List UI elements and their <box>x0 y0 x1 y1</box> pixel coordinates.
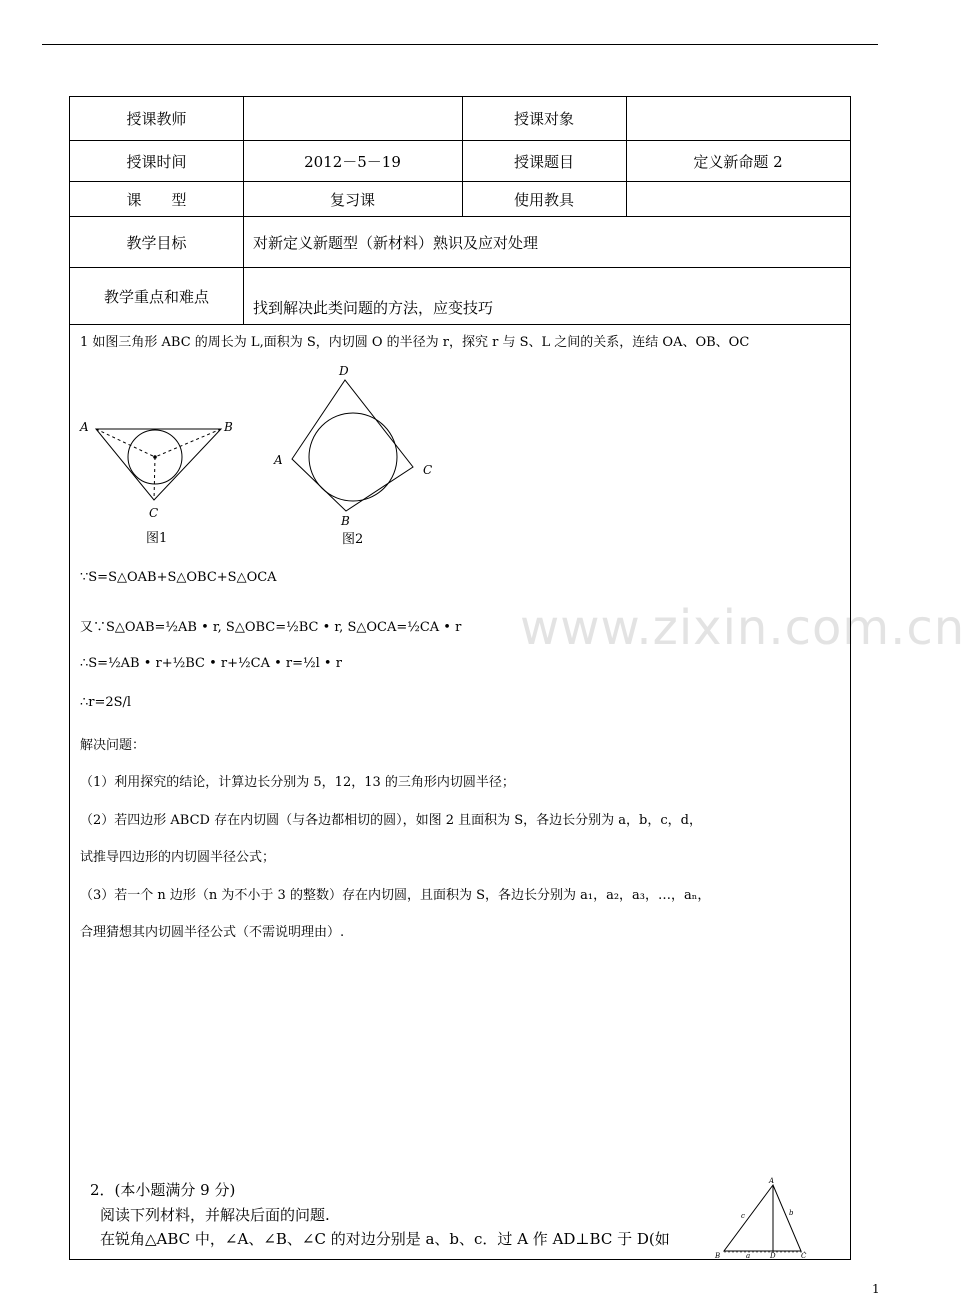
step4: ∴r=2S/l <box>80 695 132 710</box>
teacher-value <box>243 97 462 140</box>
lesson-plan-table <box>69 96 851 1260</box>
fig1-label-b: B <box>224 420 233 434</box>
figure2-incircle-quadrilateral <box>266 361 446 553</box>
type-value: 复习课 <box>329 190 375 209</box>
figure3-acute-triangle <box>713 1175 813 1259</box>
figure1-incircle-triangle <box>76 417 246 547</box>
time-value: 2012－5－19 <box>304 152 401 171</box>
fig3-label-side-a: a <box>746 1252 751 1260</box>
question1: （1）利用探究的结论，计算边长分别为 5，12，13 的三角形内切圆半径； <box>80 775 515 790</box>
focus-value: 找到解决此类问题的方法，应变技巧 <box>253 299 494 317</box>
teacher-label: 授课教师 <box>126 110 187 128</box>
fig2-caption: 图2 <box>342 532 364 547</box>
fig3-label-side-b: b <box>789 1209 794 1217</box>
page-number: 1 <box>872 1282 880 1296</box>
tools-value <box>626 182 850 216</box>
fig2-label-d: D <box>339 364 349 378</box>
target-value <box>626 97 850 140</box>
header-rule <box>42 44 878 45</box>
step3: ∴S=½AB • r+½BC • r+½CA • r=½l • r <box>80 656 342 671</box>
problem2-line1: 阅读下列材料，并解决后面的问题. <box>100 1206 330 1224</box>
fig3-label-c: C <box>801 1252 807 1260</box>
problem1-intro: 1 如图三角形 ABC 的周长为 L,面积为 S，内切圆 O 的半径为 r，探究 r 与 S、L 之间的关系，连结 OA、OB、OC <box>80 335 750 350</box>
fig3-label-d: D <box>770 1252 776 1260</box>
topic-value: 定义新命题 2 <box>693 152 783 171</box>
fig1-caption: 图1 <box>146 531 168 546</box>
fig2-label-a: A <box>274 453 283 467</box>
fig3-label-side-c: c <box>741 1212 745 1220</box>
tools-label: 使用教具 <box>513 190 574 209</box>
solve-heading: 解决问题： <box>80 738 146 753</box>
fig1-label-a: A <box>80 420 89 434</box>
goal-value: 对新定义新题型（新材料）熟识及应对处理 <box>253 233 539 252</box>
target-label: 授课对象 <box>513 110 574 128</box>
question2-line1: （2）若四边形 ABCD 存在内切圆（与各边都相切的圆），如图 2 且面积为 S，各边长分别为 a，b，c，d， <box>80 813 702 828</box>
row-teacher <box>70 97 850 141</box>
step1: ∵S=S△OAB+S△OBC+S△OCA <box>80 570 277 585</box>
topic-label: 授课题目 <box>513 152 574 171</box>
problem2-line2: 在锐角△ABC 中，∠A、∠B、∠C 的对边分别是 a、b、c．过 A 作 AD⊥BC 于 D(如 <box>100 1230 670 1248</box>
row-goal <box>70 217 850 268</box>
focus-label: 教学重点和难点 <box>103 287 209 306</box>
fig1-label-c: C <box>149 506 159 520</box>
question2-line2: 试推导四边形的内切圆半径公式； <box>80 850 276 865</box>
time-label: 授课时间 <box>126 152 187 171</box>
row-type <box>70 182 850 217</box>
watermark: www.zixin.com.cn <box>520 600 965 656</box>
type-label: 课 型 <box>126 190 187 209</box>
fig3-label-a: A <box>769 1177 775 1185</box>
row-focus <box>70 268 850 325</box>
question3-line2: 合理猜想其内切圆半径公式（不需说明理由）. <box>80 925 345 940</box>
step2: 又∵S△OAB=½AB • r, S△OBC=½BC • r, S△OCA=½CA • r <box>80 620 462 635</box>
fig2-label-c: C <box>423 463 433 477</box>
row-time <box>70 141 850 182</box>
problem2-heading: 2．(本小题满分 9 分) <box>90 1181 236 1199</box>
goal-label: 教学目标 <box>126 233 187 252</box>
fig3-label-b: B <box>715 1252 721 1260</box>
question3-line1: （3）若一个 n 边形（n 为不小于 3 的整数）存在内切圆，且面积为 S，各边长分别为 a₁，a₂，a₃，…，aₙ， <box>80 888 711 903</box>
fig2-label-b: B <box>341 514 350 528</box>
